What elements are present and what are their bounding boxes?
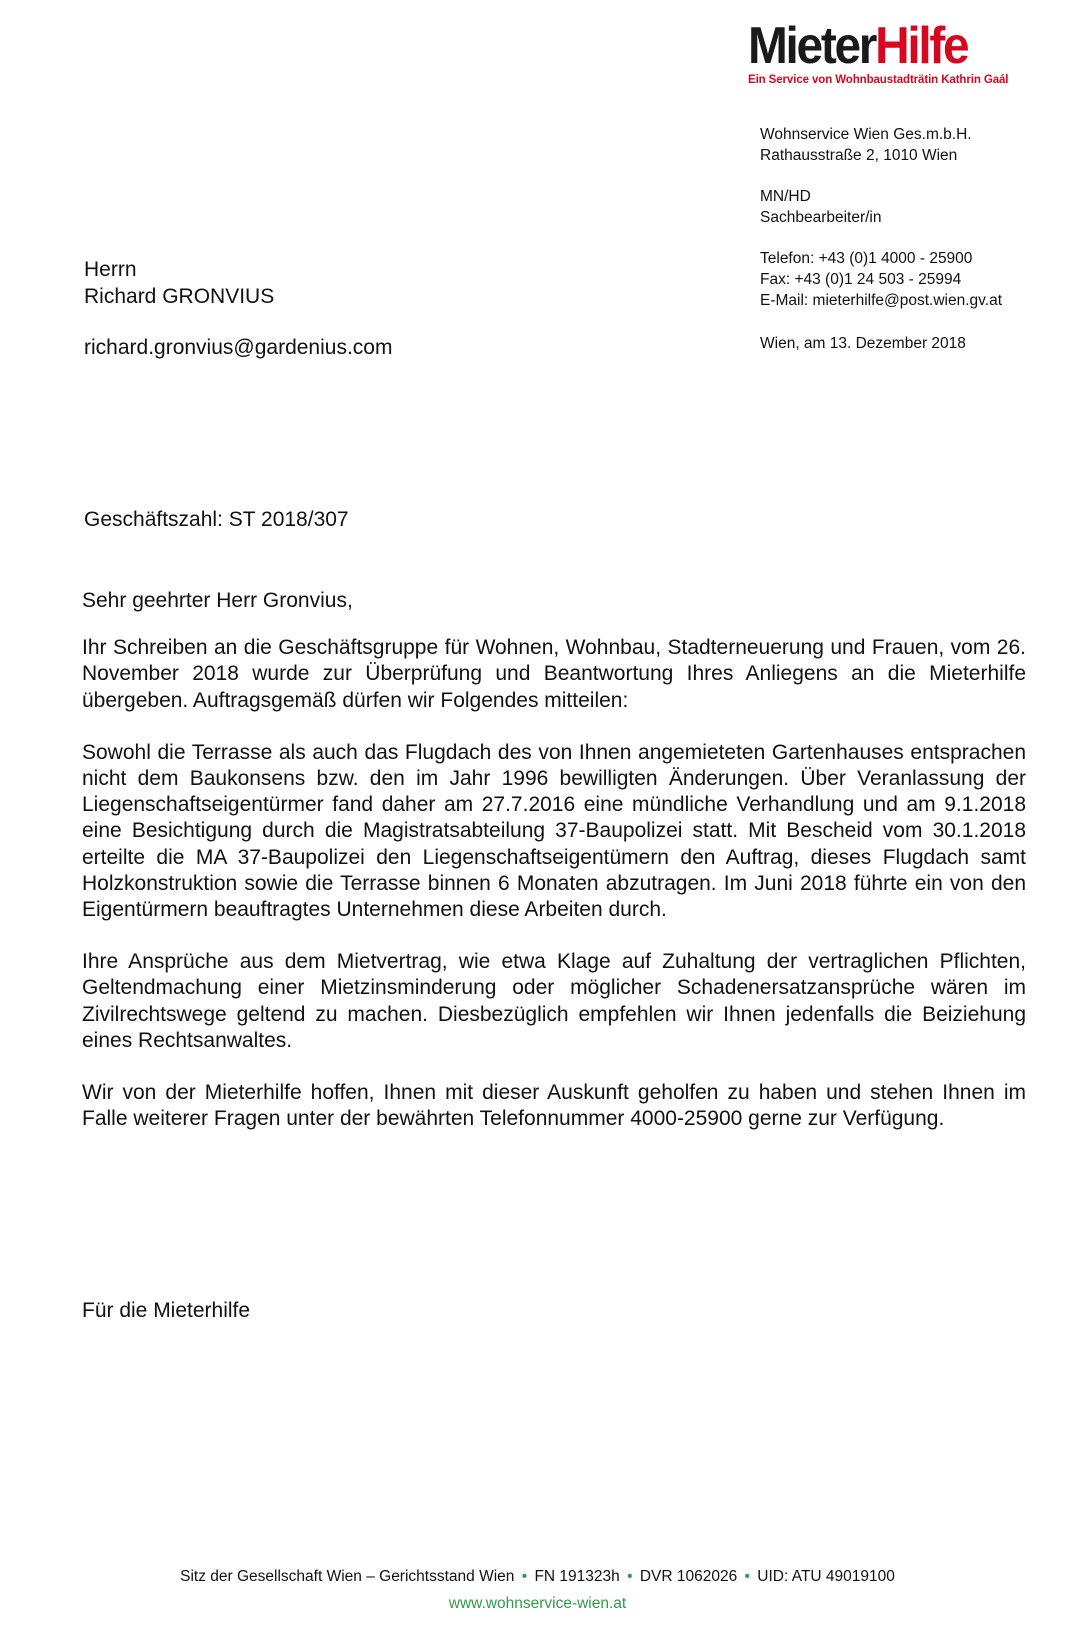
footer-seat: Sitz der Gesellschaft Wien – Gerichtsstand Wien (180, 1568, 515, 1585)
logo-word-red: Hilfe (875, 17, 968, 75)
letter-paragraph: Ihre Ansprüche aus dem Mietvertrag, wie etwa Klage auf Zuhaltung der vertraglichen Pflichten, Geltendmachung einer Mietzinsminderung oder möglicher Schadenersatzansprüche wären im Zivilrechtswege geltend zu machen. Diesbezüglich empfehlen wir Ihnen jedenfalls die Beiziehung eines Rechtsanwaltes. (82, 950, 1026, 1052)
sender-reference: MN/HD (760, 188, 811, 205)
letter-paragraph: Wir von der Mieterhilfe hoffen, Ihnen mit dieser Auskunft geholfen zu haben und stehen Ihnen im Falle weiterer Fragen unter der bewährten Telefonnummer 4000-25900 gerne zur Verfügung. (82, 1081, 1026, 1131)
footer-company-info (0, 1568, 1075, 1586)
separator-dot-icon: • (744, 1568, 750, 1585)
letter-closing: Für die Mieterhilfe (82, 1299, 251, 1322)
recipient-salutation: Herrn (84, 258, 137, 281)
recipient-name: Richard GRONVIUS (84, 285, 275, 308)
reference-number: Geschäftszahl: ST 2018/307 (84, 508, 349, 531)
letter-paragraph: Ihr Schreiben an die Geschäftsgruppe für Wohnen, Wohnbau, Stadterneuerung und Frauen, vom 26. November 2018 wurde zur Überprüfung und Beantwortung Ihres Anliegens an die Mieterhilfe übergeben. Auftragsgemäß dürfen wir Folgendes mitteilen: (82, 636, 1026, 712)
letter-paragraph: Sowohl die Terrasse als auch das Flugdach des von Ihnen angemieteten Gartenhauses entsprachen nicht dem Baukonsens bzw. den im Jahr 1996 bewilligten Änderungen. Über Veranlassung der Liegenschaftseigentürmer fand daher am 27.7.2016 eine mündliche Verhandlung und am 9.1.2018 eine Besichtigung durch die Magistratsabteilung 37-Baupolizei statt. Mit Bescheid vom 30.1.2018 erteilte die MA 37-Baupolizei den Liegenschaftseigentümern den Auftrag, dieses Flugdach samt Holzkonstruktion sowie die Terrasse binnen 6 Monaten abzutragen. Im Juni 2018 führte ein von den Eigentürmern beauftragtes Unternehmen diese Arbeiten durch. (82, 740, 1026, 922)
sender-company: Wohnservice Wien Ges.m.b.H. (760, 126, 972, 143)
sender-phone: Telefon: +43 (0)1 4000 - 25900 (760, 250, 973, 267)
recipient-email: richard.gronvius@gardenius.com (84, 336, 393, 359)
letter-date: Wien, am 13. Dezember 2018 (760, 335, 966, 352)
letter-body (82, 588, 1026, 1158)
sender-address: Rathausstraße 2, 1010 Wien (760, 147, 958, 164)
sender-fax: Fax: +43 (0)1 24 503 - 25994 (760, 271, 962, 288)
recipient-block (84, 256, 392, 361)
sender-email: E-Mail: mieterhilfe@post.wien.gv.at (760, 292, 1003, 309)
logo-word-dark: Mieter (748, 17, 876, 75)
footer (0, 1568, 1075, 1613)
sender-block (760, 124, 1002, 354)
sender-handler: Sachbearbeiter/in (760, 209, 882, 226)
footer-uid: UID: ATU 49019100 (757, 1568, 895, 1585)
footer-fn: FN 191323h (534, 1568, 620, 1585)
logo-wordmark (748, 18, 1010, 74)
footer-website: www.wohnservice-wien.at (448, 1595, 627, 1612)
logo-subtitle: Ein Service von Wohnbaustadträtin Kathrin Gaál (748, 74, 1009, 86)
mieterhilfe-logo (748, 18, 1033, 86)
separator-dot-icon: • (627, 1568, 633, 1585)
separator-dot-icon: • (521, 1568, 528, 1585)
letter-greeting: Sehr geehrter Herr Gronvius, (82, 589, 353, 612)
footer-dvr: DVR 1062026 (639, 1568, 738, 1585)
